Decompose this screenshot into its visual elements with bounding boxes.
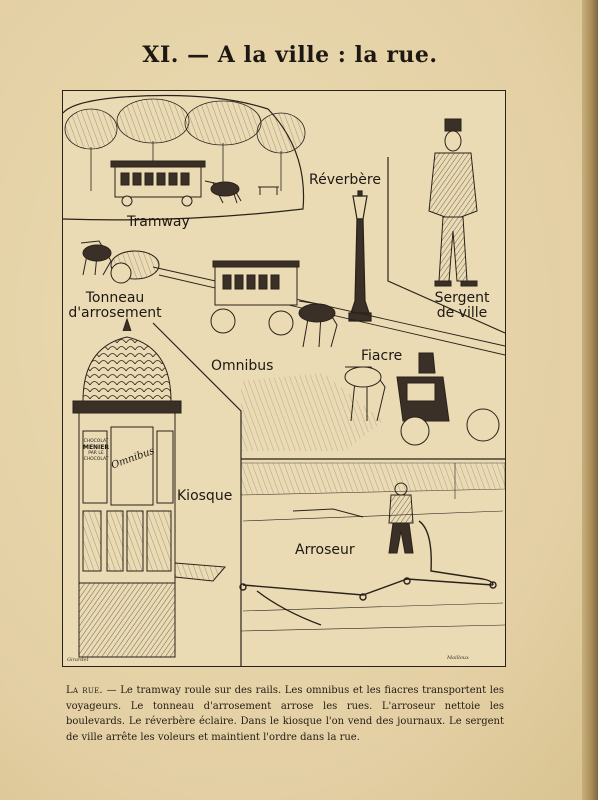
label-sergent-line1: Sergent: [434, 290, 490, 306]
label-tonneau-line2: d'arrosement: [68, 305, 162, 321]
label-sergent-de-ville: [427, 291, 497, 321]
label-arroseur: Arroseur: [295, 542, 355, 558]
artist-signature-right: Mailloux: [447, 655, 469, 661]
caption-paragraph: [66, 683, 504, 745]
label-tonneau-line1: Tonneau: [85, 290, 145, 306]
water-cart: [81, 241, 159, 283]
kiosk-poster-chocolat: CHOCOLAT MENIER PAR LE CHOCOLAT: [82, 439, 110, 462]
label-omnibus: Omnibus: [211, 358, 274, 374]
illustration-plate: [62, 90, 506, 667]
label-fiacre: Fiacre: [361, 348, 403, 364]
kiosk-poster-omnibus: Omnibus: [109, 445, 157, 472]
label-sergent-line2: de ville: [436, 305, 488, 321]
artist-signature-left: Girardet: [67, 657, 89, 663]
police-officer-figure: [429, 119, 477, 286]
label-kiosque: Kiosque: [177, 488, 233, 504]
tramway-bench: [258, 187, 279, 195]
street-lamp: [349, 191, 371, 321]
book-binding-edge: [582, 0, 598, 800]
tramway-car: [111, 161, 241, 206]
omnibus-carriage: [211, 261, 337, 347]
label-reverbere: Réverbère: [309, 172, 381, 188]
label-tramway: Tramway: [127, 214, 190, 230]
caption-text: — Le tramway roule sur des rails. Les omnibus et les fiacres transportent les voyageurs. Le tonneau d'arrosement arrose les rues. L'arroseur nettoie les boulevards. Le réverbère éclaire. Dans le kiosque l'on vend des journaux. Le sergent de ville arrête les voleurs et maintient l'ordre dans la rue.: [66, 685, 504, 743]
page-title: XI. — A la ville : la rue.: [142, 42, 438, 68]
street-scene-engraving: [63, 91, 505, 666]
caption-lead: La rue.: [66, 685, 103, 696]
sweeper-hose-cart: [240, 521, 496, 625]
label-tonneau-arrosement: [63, 291, 167, 321]
